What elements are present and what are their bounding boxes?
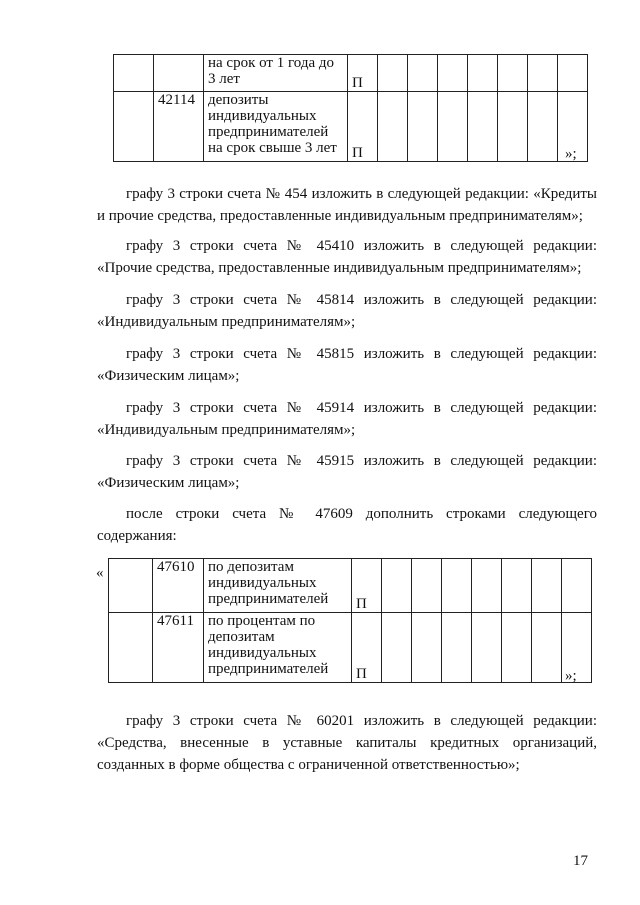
paragraph: графу 3 строки счета № 45915 изложить в следующей редакции: «Физическим лицам»; <box>97 453 597 491</box>
accounts-table-top <box>113 54 588 162</box>
closing-quote: »; <box>565 146 577 162</box>
account-name: по депозитам индивидуальных предпринимателей <box>204 559 352 613</box>
paragraph: графу 3 строки счета № 45815 изложить в следующей редакции: «Физическим лицам»; <box>97 346 597 384</box>
paragraph: после строки счета № 47609 дополнить строками следующего содержания: <box>97 506 597 544</box>
closing-quote: »; <box>565 668 577 684</box>
account-code: 42114 <box>154 92 204 162</box>
page-number: 17 <box>573 853 588 869</box>
opening-quote: « <box>96 565 104 581</box>
paragraph: графу 3 строки счета № 60201 изложить в следующей редакции: «Средства, внесенные в уставные капиталы кредитных организаций, созданных в форме общества с ограниченной ответственностью»; <box>97 713 597 773</box>
account-code: 47611 <box>153 613 204 683</box>
account-code <box>154 55 204 92</box>
account-name: на срок от 1 года до 3 лет <box>204 55 348 92</box>
account-attribute: П <box>352 613 382 683</box>
table-row <box>114 92 588 162</box>
account-name: по процентам по депозитам индивидуальных предпринимателей <box>204 613 352 683</box>
account-attribute: П <box>352 559 382 613</box>
paragraph: графу 3 строки счета № 45410 изложить в следующей редакции: «Прочие средства, предоставленные индивидуальным предпринимателям»; <box>97 238 597 276</box>
paragraph: графу 3 строки счета № 45914 изложить в следующей редакции: «Индивидуальным предпринимателям»; <box>97 400 597 438</box>
accounts-table-new <box>108 558 592 683</box>
table-row <box>109 559 592 613</box>
account-code: 47610 <box>153 559 204 613</box>
account-attribute: П <box>348 55 378 92</box>
account-attribute: П <box>348 92 378 162</box>
table-row <box>114 55 588 92</box>
paragraph: графу 3 строки счета № 454 изложить в следующей редакции: «Кредиты и прочие средства, предоставленные индивидуальным предпринимателям»; <box>97 186 597 224</box>
account-name: депозиты индивидуальных предпринимателей на срок свыше 3 лет <box>204 92 348 162</box>
table-row <box>109 613 592 683</box>
paragraph: графу 3 строки счета № 45814 изложить в следующей редакции: «Индивидуальным предпринимателям»; <box>97 292 597 330</box>
